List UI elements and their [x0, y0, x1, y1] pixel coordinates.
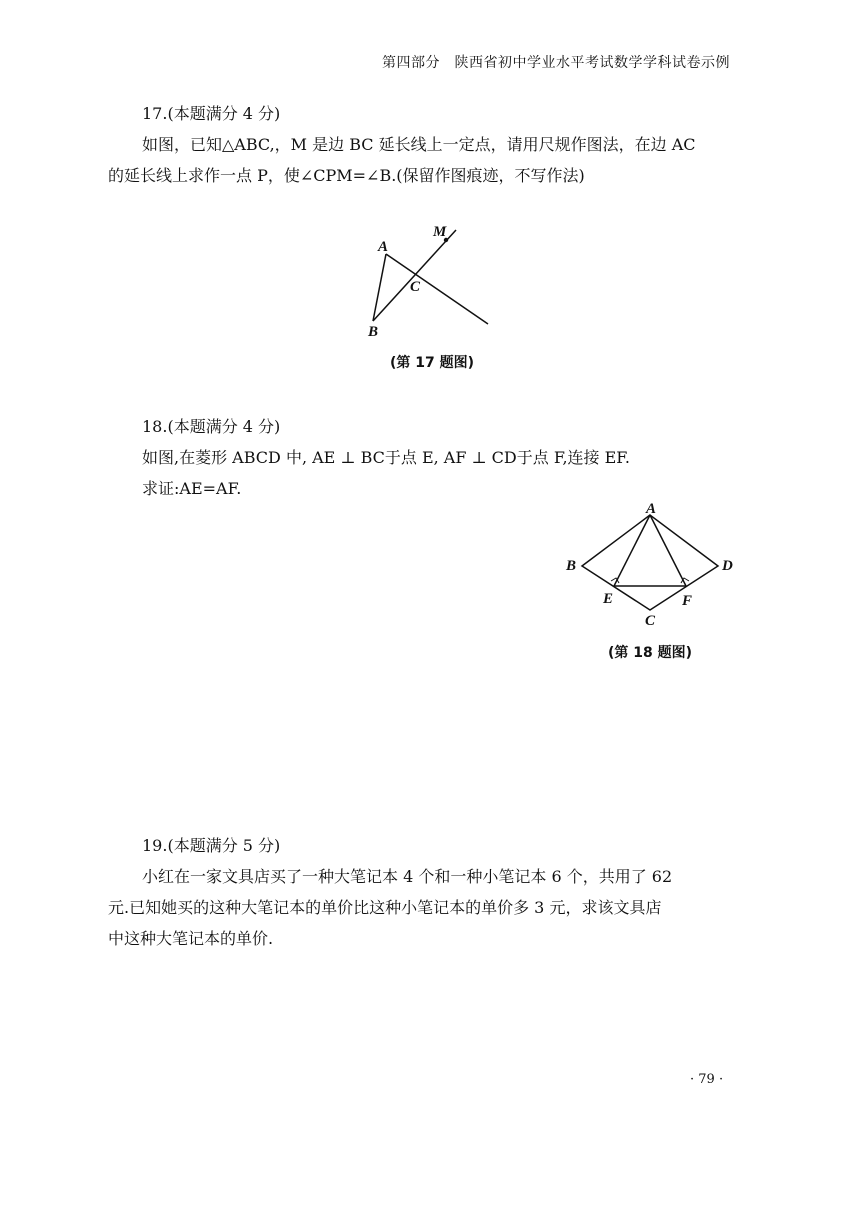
q18-label-c: C — [645, 613, 656, 629]
q17-label-m: M — [433, 224, 447, 240]
q17-label-b: B — [368, 324, 379, 340]
q17-text-line2: 的延长线上求作一点 P，使∠CPM=∠B.(保留作图痕迹，不写作法) — [108, 166, 585, 185]
page-number: · 79 · — [690, 1072, 724, 1087]
q18-label-d: D — [722, 558, 733, 574]
segment-ae — [614, 515, 650, 586]
question-17 — [108, 98, 696, 191]
question-19 — [108, 830, 672, 954]
page-header: 第四部分 陕西省初中学业水平考试数学学科试卷示例 — [382, 55, 730, 71]
q18-text-line1: 如图,在菱形 ABCD 中, AE ⊥ BC于点 E, AF ⊥ CD于点 F,连接 EF. — [142, 448, 630, 467]
q18-caption: (第 18 题图) — [608, 645, 693, 661]
q17-text-line1: 如图，已知△ABC,，M 是边 BC 延长线上一定点，请用尺规作图法，在边 AC — [142, 135, 696, 154]
q19-title: 19.(本题满分 5 分) — [142, 836, 281, 855]
q18-figure — [560, 500, 750, 632]
question-18 — [108, 411, 630, 504]
q19-text-line3: 中这种大笔记本的单价. — [108, 929, 274, 948]
q17-caption: (第 17 题图) — [390, 355, 475, 371]
q18-text-line2: 求证:AE=AF. — [142, 479, 242, 498]
q18-label-f: F — [682, 593, 693, 609]
q19-text-line1: 小红在一家文具店买了一种大笔记本 4 个和一种小笔记本 6 个，共用了 62 — [142, 867, 673, 886]
q18-title: 18.(本题满分 4 分) — [142, 417, 281, 436]
q17-title: 17.(本题满分 4 分) — [142, 104, 281, 123]
q17-label-a: A — [378, 239, 389, 255]
segment-af — [650, 515, 686, 586]
q19-text-line2: 元.已知她买的这种大笔记本的单价比这种小笔记本的单价多 3 元，求该文具店 — [108, 898, 662, 917]
q18-label-b: B — [566, 558, 577, 574]
segment-ab — [373, 254, 386, 321]
q18-label-a: A — [646, 501, 657, 517]
q17-figure — [360, 218, 500, 343]
q17-label-c: C — [410, 279, 421, 295]
q18-label-e: E — [603, 591, 614, 607]
